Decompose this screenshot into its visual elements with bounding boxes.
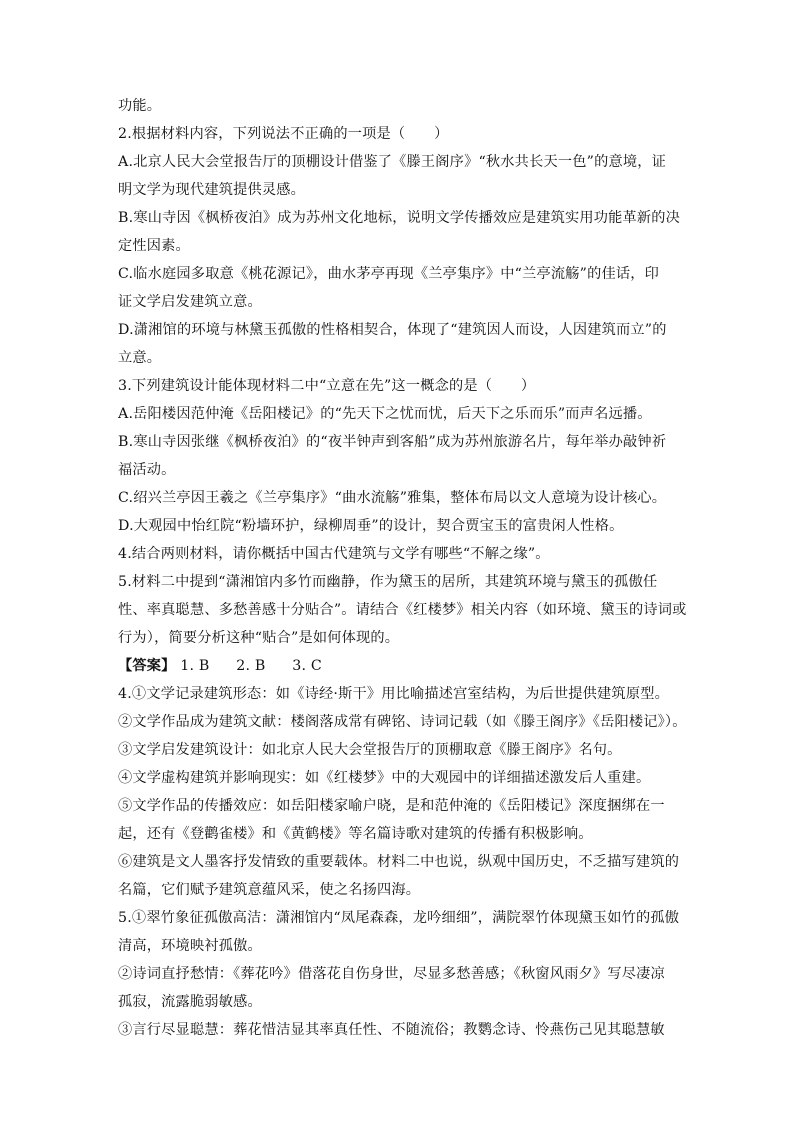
text-line: ②文学作品成为建筑文献：楼阁落成常有碑铭、诗词记载（如《滕王阁序》《岳阳楼记》）。 — [118, 714, 687, 730]
text-line: A.北京人民大会堂报告厅的顶棚设计借鉴了《滕王阁序》“秋水共长天一色”的意境，证 — [118, 154, 667, 170]
text-line: 福活动。 — [118, 462, 176, 478]
answer-4-line: 4.①文学记录建筑形态：如《诗经·斯干》用比喻描述宫室结构，为后世提供建筑原型。 — [118, 686, 669, 702]
text-line: ⑥建筑是文人墨客抒发情致的重要载体。材料二中也说，纵观中国历史，不乏描写建筑的 — [118, 854, 680, 870]
text-line: 孤寂，流露脆弱敏感。 — [118, 994, 262, 1010]
text-line: 定性因素。 — [118, 238, 190, 254]
question-3-stem: 3.下列建筑设计能体现材料二中“立意在先”这一概念的是（ ） — [118, 378, 536, 394]
text-line: 起，还有《登鹳雀楼》和《黄鹤楼》等名篇诗歌对建筑的传播有积极影响。 — [118, 826, 593, 842]
answer-item: 1. B — [180, 658, 210, 674]
text-line: ④文学虚构建筑并影响现实：如《红楼梦》中的大观园中的详细描述激发后人重建。 — [118, 770, 651, 786]
text-line: C.绍兴兰亭因王羲之《兰亭集序》“曲水流觞”雅集，整体布局以文人意境为设计核心。 — [118, 490, 667, 506]
answer-line — [118, 652, 678, 680]
text-line: D.潇湘馆的环境与林黛玉孤傲的性格相契合，体现了“建筑因人而设，人因建筑而立”的 — [118, 322, 667, 338]
text-line: ③言行尽显聪慧：葬花惜洁显其率真任性、不随流俗；教鹦念诗、怜燕伤己见其聪慧敏 — [118, 1022, 665, 1038]
question-5-stem: 5.材料二中提到“潇湘馆内多竹而幽静，作为黛玉的居所，其建筑环境与黛玉的孤傲任 — [118, 574, 658, 590]
text-line: B.寒山寺因张继《枫桥夜泊》的“夜半钟声到客船”成为苏州旅游名片，每年举办敲钟祈 — [118, 434, 667, 450]
text-line: 功能。 — [118, 98, 162, 114]
text-line: 行为），简要分析这种“贴合”是如何体现的。 — [118, 630, 400, 646]
answer-5-line: 5.①翠竹象征孤傲高洁：潇湘馆内“凤尾森森，龙吟细细”，满院翠竹体现黛玉如竹的孤傲 — [118, 910, 680, 926]
document-page — [118, 92, 687, 1044]
text-line: ②诗词直抒愁情：《葬花吟》借落花自伤身世，尽显多愁善感；《秋窗风雨夕》写尽凄凉 — [118, 966, 665, 982]
answer-item: 2. B — [236, 658, 266, 674]
text-line: 性、率真聪慧、多愁善感十分贴合”。请结合《红楼梦》相关内容（如环境、黛玉的诗词或 — [118, 602, 687, 618]
text-line: C.临水庭园多取意《桃花源记》，曲水茅亭再现《兰亭集序》中“兰亭流觞”的佳话，印 — [118, 266, 660, 282]
text-line: 立意。 — [118, 350, 162, 366]
text-line: 名篇，它们赋予建筑意蕴风采，使之名扬四海。 — [118, 882, 421, 898]
text-line: ⑤文学作品的传播效应：如岳阳楼家喻户晓，是和范仲淹的《岳阳楼记》深度捆绑在一 — [118, 798, 665, 814]
answer-label: 【答案】 — [118, 658, 176, 674]
text-line: D.大观园中怡红院“粉墙环护，绿柳周垂”的设计，契合贾宝玉的富贵闲人性格。 — [118, 518, 624, 534]
text-line: 清高，环境映衬孤傲。 — [118, 938, 262, 954]
text-line: ③文学启发建筑设计：如北京人民大会堂报告厅的顶棚取意《滕王阁序》名句。 — [118, 742, 622, 758]
text-line: B.寒山寺因《枫桥夜泊》成为苏州文化地标，说明文学传播效应是建筑实用功能革新的决 — [118, 210, 681, 226]
text-line: A.岳阳楼因范仲淹《岳阳楼记》的“先天下之忧而忧，后天下之乐而乐”而声名远播。 — [118, 406, 652, 422]
answer-item: 3. C — [292, 658, 322, 674]
text-line: 明文学为现代建筑提供灵感。 — [118, 182, 306, 198]
question-4-stem: 4.结合两则材料，请你概括中国古代建筑与文学有哪些“不解之缘”。 — [118, 546, 550, 562]
text-line: 证文学启发建筑立意。 — [118, 294, 262, 310]
question-2-stem: 2.根据材料内容，下列说法不正确的一项是（ ） — [118, 126, 449, 142]
